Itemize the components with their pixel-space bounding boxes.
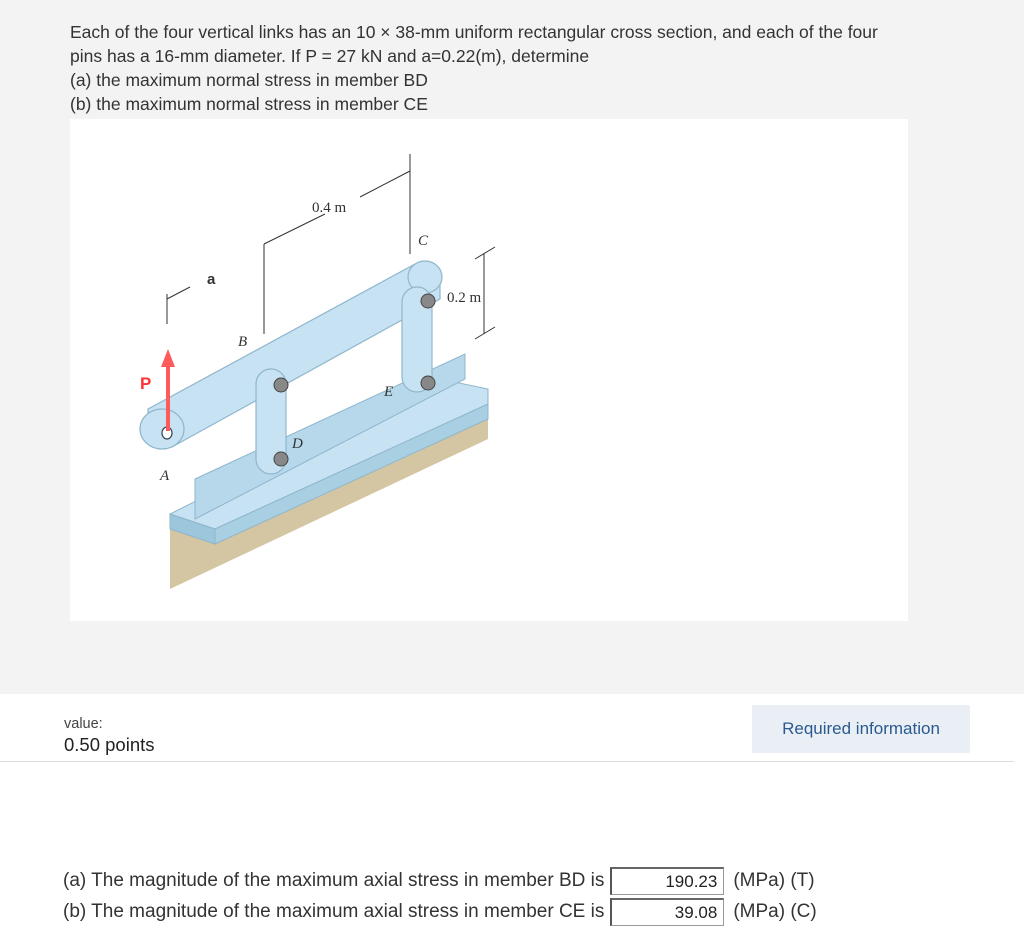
load-arrow-head — [161, 349, 175, 367]
value-label: value: — [64, 716, 103, 732]
label-point-c: C — [418, 233, 429, 249]
label-point-d: D — [292, 436, 303, 452]
figure-box — [70, 119, 908, 621]
label-load-p: P — [140, 374, 152, 393]
problem-statement — [70, 20, 1010, 116]
label-dim-top: 0.4 m — [312, 200, 347, 216]
pin-c — [421, 294, 435, 308]
dim-arrow-top — [264, 214, 325, 244]
dim-arrow-a — [167, 287, 190, 299]
divider — [0, 761, 1014, 762]
answer-input-b[interactable] — [610, 898, 724, 926]
problem-line: pins has a 16-mm diameter. If P = 27 kN and a=0.22(m), determine — [70, 46, 590, 66]
problem-line: (b) the maximum normal stress in member CE — [70, 94, 428, 114]
dim-arrow-top-2 — [360, 171, 410, 197]
answer-row-a — [63, 867, 815, 895]
bar-end-a — [140, 409, 184, 449]
answer-prompt-a: (a) The magnitude of the maximum axial stress in member BD is — [63, 870, 605, 891]
label-dim-a: a — [207, 271, 216, 288]
pin-e — [421, 376, 435, 390]
points-value: 0.50 points — [64, 734, 155, 755]
answer-row-b — [63, 898, 817, 926]
answer-input-a[interactable] — [610, 867, 724, 895]
label-point-a: A — [160, 468, 170, 484]
required-information-button[interactable]: Required information — [752, 705, 970, 753]
problem-line: Each of the four vertical links has an 10 × 38-mm uniform rectangular cross section, and each of the four — [70, 22, 878, 42]
linkage-figure — [70, 119, 908, 621]
answer-prompt-b: (b) The magnitude of the maximum axial stress in member CE is — [63, 901, 605, 922]
answer-unit-a: (MPa) (T) — [733, 870, 815, 891]
pin-b — [274, 378, 288, 392]
label-point-b: B — [238, 334, 248, 350]
problem-line: (a) the maximum normal stress in member BD — [70, 70, 428, 90]
dim-tick-bottom — [475, 327, 495, 339]
answer-unit-b: (MPa) (C) — [733, 901, 817, 922]
pin-d — [274, 452, 288, 466]
label-point-e: E — [384, 384, 394, 400]
dim-tick-top — [475, 247, 495, 259]
label-dim-side: 0.2 m — [447, 290, 482, 306]
